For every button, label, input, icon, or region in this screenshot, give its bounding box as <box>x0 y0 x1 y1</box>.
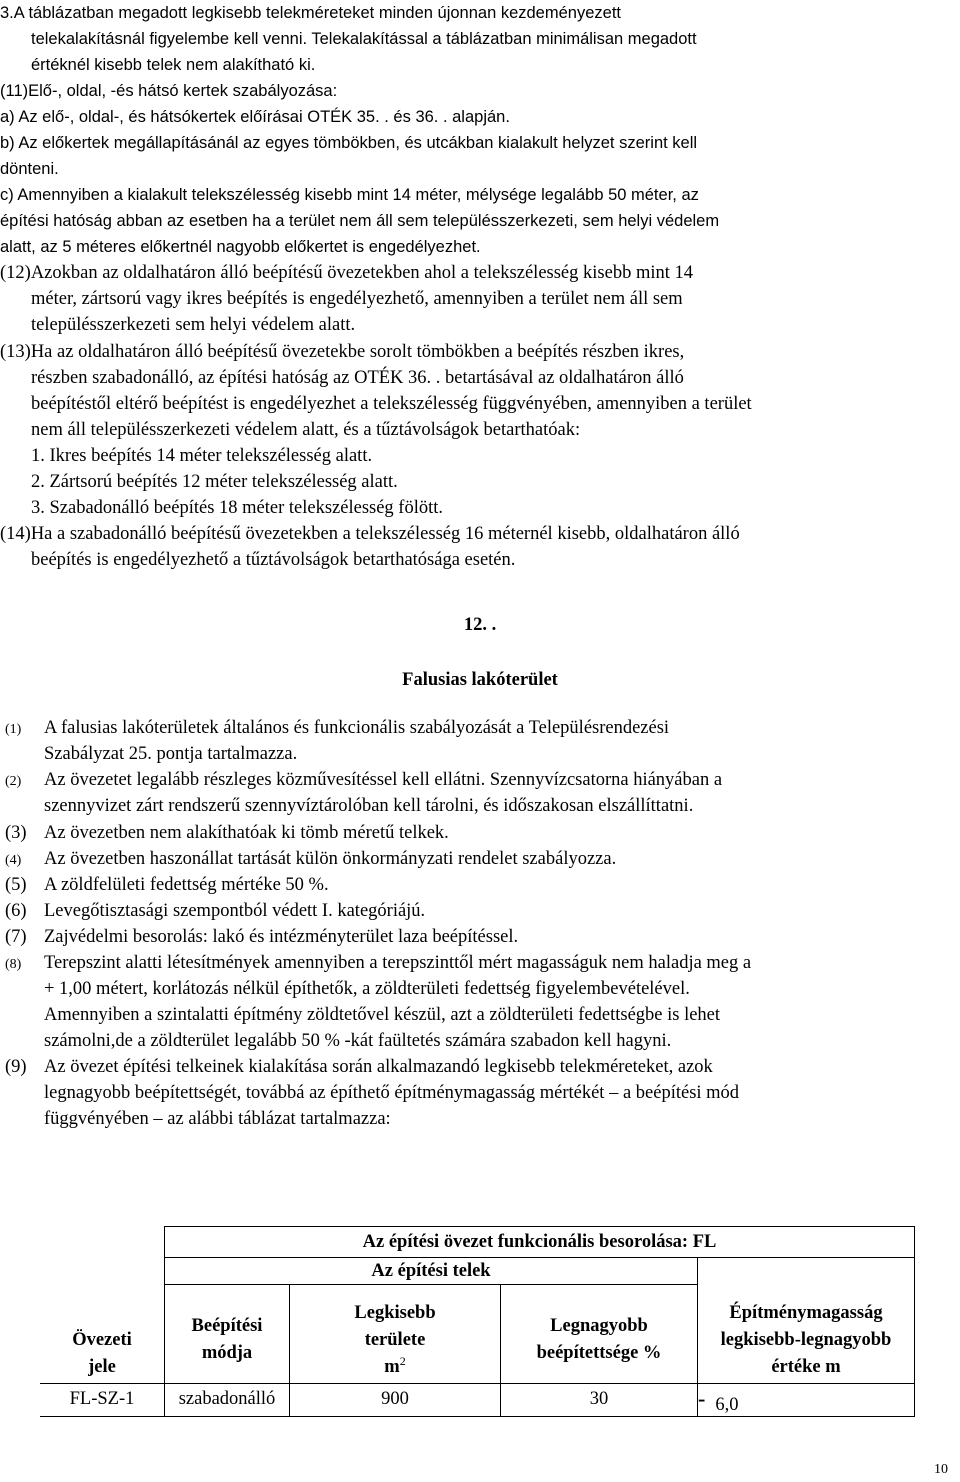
list-item-line: Az övezet építési telkeinek kialakítása során alkalmazandó legkisebb telekméreteket, azok <box>44 1057 713 1077</box>
table-header-text: m <box>384 1357 400 1377</box>
table-header-area <box>290 1285 501 1384</box>
list-item-line: Az övezetet legalább részleges közművesítéssel kell ellátni. Szennyvízcsatorna hiányában a <box>44 770 723 790</box>
p13-line4: nem áll településszerkezeti védelem alatt, és a tűztávolságok betarthatóak: <box>31 420 581 440</box>
dash: - <box>698 1386 706 1411</box>
item-number: (9) <box>5 1057 27 1077</box>
page-number: 10 <box>934 1462 948 1477</box>
p11-a: a) Az elő-, oldal-, és hátsókertek előírásai OTÉK 35. . és 36. . alapján. <box>0 108 510 126</box>
list-item-line: Az övezetben haszonállat tartását külön önkormányzati rendelet szabályozza. <box>44 849 617 869</box>
p11-c-line3: alatt, az 5 méteres előkertnél nagyobb előkertet is engedélyezhet. <box>0 238 481 256</box>
table-cell-coverage: 30 <box>501 1384 698 1417</box>
p3-line3: értéknél kisebb telek nem alakítható ki. <box>31 56 316 74</box>
p14-line2: beépítés is engedélyezhető a tűztávolságok betarthatósága esetén. <box>31 550 516 570</box>
p11-c-line1: c) Amennyiben a kialakult telekszélesség kisebb mint 14 méter, mélysége legalább 50 méter, az <box>0 186 699 204</box>
p13-line3: beépítéstől eltérő beépítést is engedélyezhet a telekszélesség függvényében, amennyiben a terület <box>31 394 752 414</box>
p11-b-line1: b) Az előkertek megállapításánál az egyes tömbökben, és utcákban kialakult helyzet szerint kell <box>0 134 698 152</box>
item-number: (4) <box>5 853 22 868</box>
table-header-text: Legnagyobb <box>550 1316 648 1336</box>
table-header-zone <box>40 1227 165 1384</box>
item-number: (5) <box>5 875 27 895</box>
list-item-line: Szabályzat 25. pontja tartalmazza. <box>44 744 298 764</box>
p13-item2: 2. Zártsorú beépítés 12 méter telekszélesség alatt. <box>31 472 398 492</box>
item-number: (3) <box>5 823 27 843</box>
p3-line1: 3.A táblázatban megadott legkisebb telekméreteket minden újonnan kezdeményezett <box>0 4 621 22</box>
table-header-main: Az építési övezet funkcionális besorolása: FL <box>165 1227 915 1258</box>
table-header-text: Legkisebb <box>354 1303 436 1323</box>
p11-title: (11)Elő-, oldal, -és hátsó kertek szabályozása: <box>0 82 338 100</box>
p13-item1: 1. Ikres beépítés 14 méter telekszélesség alatt. <box>31 446 373 466</box>
p12-line3: településszerkezeti sem helyi védelem alatt. <box>31 315 356 335</box>
list-item-line: számolni,de a zöldterület legalább 50 % -kát faültetés számára szabadon kell hagyni. <box>44 1031 672 1051</box>
table-cell-zone: FL-SZ-1 <box>40 1384 165 1417</box>
table-row <box>40 1384 915 1417</box>
table-header-text: Beépítési <box>191 1316 263 1336</box>
p11-c-line2: építési hatóság abban az esetben ha a terület nem áll sem településszerkezeti, sem helyi védelem <box>0 212 720 230</box>
table-header-text: területe <box>364 1330 426 1350</box>
list-item-line: Zajvédelmi besorolás: lakó és intézményterület laza beépítéssel. <box>44 927 519 947</box>
section-title: Falusias lakóterület <box>402 670 558 690</box>
table-header-text: jele <box>88 1357 116 1377</box>
table-cell-height <box>698 1384 915 1417</box>
table-header-text: legkisebb-legnagyobb <box>720 1330 892 1350</box>
list-item-line: + 1,00 métert, korlátozás nélkül építhetők, a zöldterületi fedettség figyelembevételével. <box>44 979 690 999</box>
table-header-sub: Az építési telek <box>165 1258 698 1285</box>
section-number: 12. . <box>463 615 497 635</box>
list-item-line: függvényében – az alábbi táblázat tartalmazza: <box>44 1109 391 1129</box>
table-header-text: beépítettsége % <box>536 1343 662 1363</box>
table-header-text: Övezeti <box>72 1330 132 1350</box>
table-header-mode <box>165 1285 290 1384</box>
p3-line2: telekalakításnál figyelembe kell venni. Telekalakítással a táblázatban minimálisan megadott <box>31 30 697 48</box>
height-value: 6,0 <box>715 1395 739 1415</box>
table-cell-mode: szabadonálló <box>165 1384 290 1417</box>
zoning-table <box>40 1226 915 1417</box>
table-header-coverage <box>501 1285 698 1384</box>
item-number: (6) <box>5 901 27 921</box>
item-number: (8) <box>5 957 22 972</box>
item-number: (7) <box>5 927 27 947</box>
list-item-line: Az övezetben nem alakíthatóak ki tömb méretű telkek. <box>44 823 449 843</box>
table-cell-area: 900 <box>290 1384 501 1417</box>
list-item-line: A falusias lakóterületek általános és funkcionális szabályozását a Településrendezési <box>44 718 670 738</box>
p12-line1: (12)Azokban az oldalhatáron álló beépítésű övezetekben ahol a telekszélesség kisebb mint 14 <box>0 263 693 283</box>
p13-line2: részben szabadonálló, az építési hatóság az OTÉK 36. . betartásával az oldalhatáron álló <box>31 368 684 388</box>
list-item-line: Levegőtisztasági szempontból védett I. kategóriájú. <box>44 901 426 921</box>
p11-b-line2: dönteni. <box>0 160 59 178</box>
table-header-height <box>698 1258 915 1384</box>
item-number: (2) <box>5 774 22 789</box>
table-header-text: módja <box>201 1343 253 1363</box>
p12-line2: méter, zártsorú vagy ikres beépítés is engedélyezhető, amennyiben a terület nem áll sem <box>31 289 683 309</box>
p13-line1: (13)Ha az oldalhatáron álló beépítésű övezetekbe sorolt tömbökben a beépítés részben ikres, <box>0 342 685 362</box>
list-item-line: legnagyobb beépítettségét, továbbá az építhető építménymagasság mértékét – a beépítési mód <box>44 1083 740 1103</box>
p14-line1: (14)Ha a szabadonálló beépítésű övezetekben a telekszélesség 16 méternél kisebb, oldalhatáron álló <box>0 524 740 544</box>
table-header-text: értéke m <box>771 1357 841 1377</box>
list-item-line: Amennyiben a szintalatti építmény zöldtetővel készül, azt a zöldterületi fedettségbe is lehet <box>44 1005 721 1025</box>
list-item-line: A zöldfelületi fedettség mértéke 50 %. <box>44 875 329 895</box>
superscript: 2 <box>399 1353 406 1368</box>
item-number: (1) <box>5 722 22 737</box>
table-header-text: Építménymagasság <box>729 1303 883 1323</box>
p13-item3: 3. Szabadonálló beépítés 18 méter telekszélesség fölött. <box>31 498 444 518</box>
list-item-line: szennyvizet zárt rendszerű szennyvíztárolóban kell tárolni, és időszakosan elszállíttatni. <box>44 796 694 816</box>
list-item-line: Terepszint alatti létesítmények amennyiben a terepszinttől mért magasságuk nem haladja meg a <box>44 953 752 973</box>
